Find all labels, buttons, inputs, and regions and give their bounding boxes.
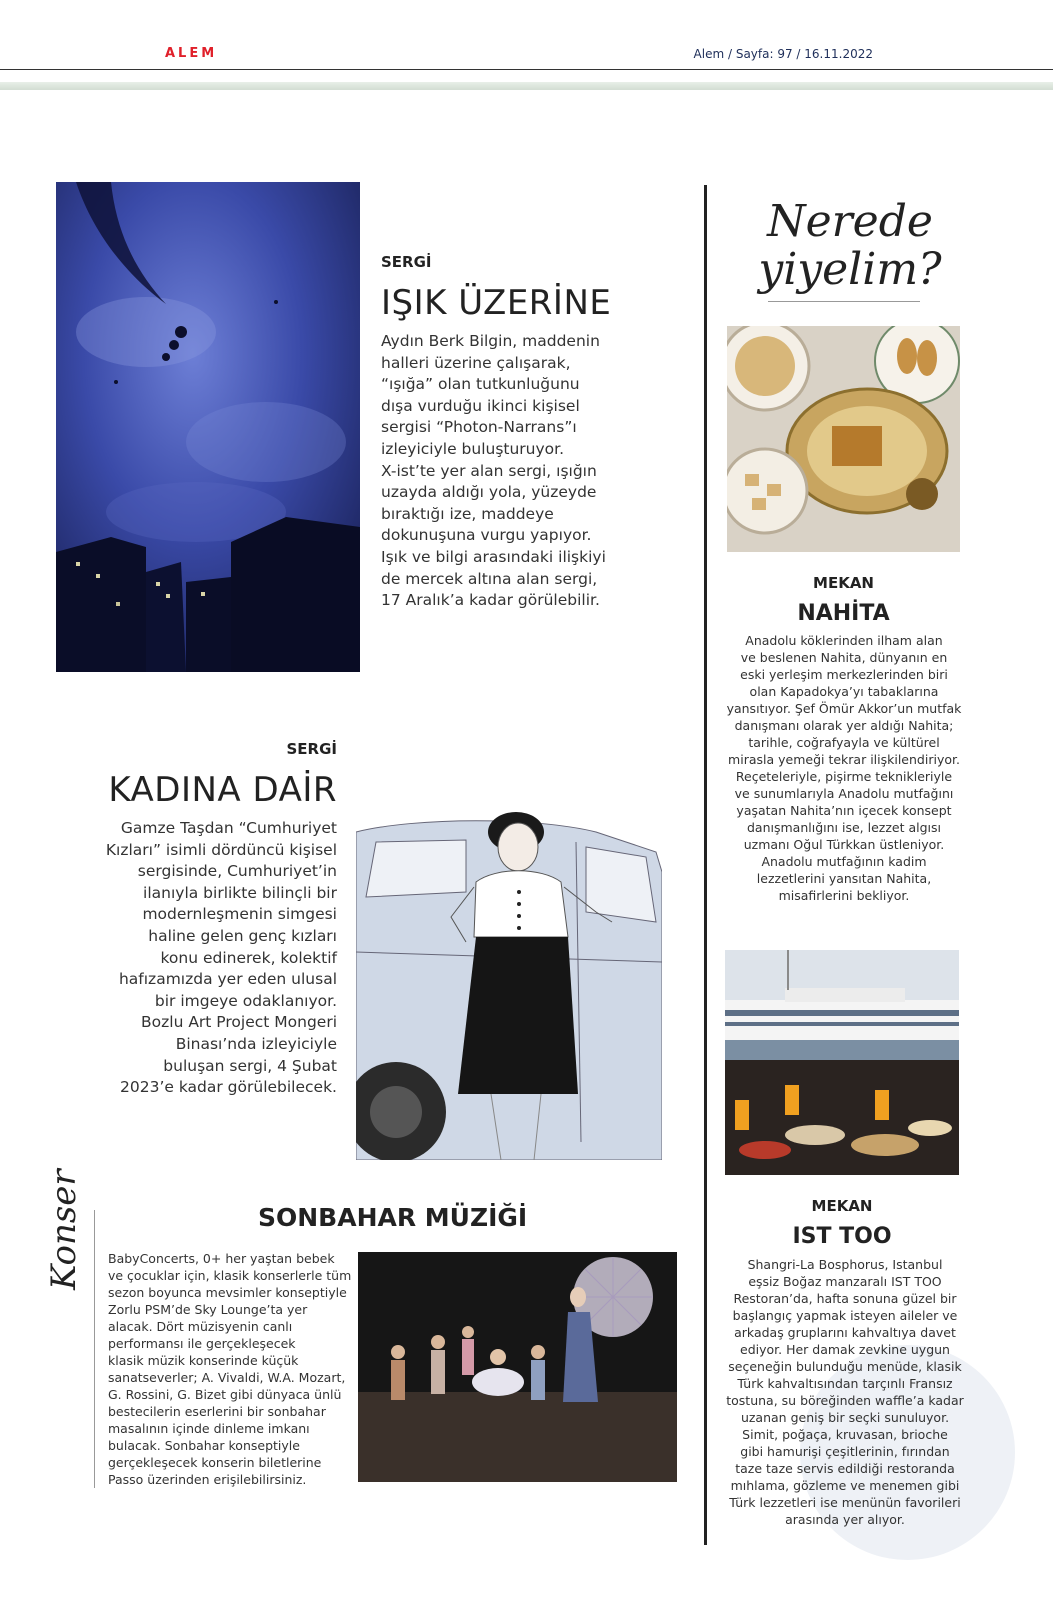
- isttoo-line: arasında yer alıyor.: [785, 1512, 905, 1527]
- isttoo-line: taze taze servis edildiği restoranda: [735, 1461, 955, 1476]
- isttoo-line: eşsiz Boğaz manzaralı IST TOO: [748, 1274, 942, 1289]
- isttoo-line: seçeneğin bulunduğu menüde, klasik: [728, 1359, 962, 1374]
- nahita-title: NAHİTA: [797, 601, 890, 626]
- kadina-line: konu edinerek, kolektif: [160, 948, 337, 967]
- nahita-line: uzmanı Oğul Türkkan üstleniyor.: [743, 837, 945, 852]
- sidebar-heading: [735, 198, 965, 294]
- kadina-line: Kızları” isimli dördüncü kişisel: [105, 840, 337, 859]
- isttoo-line: Simit, poğaça, kruvasan, brioche: [742, 1427, 948, 1442]
- nahita-line: ve beslenen Nahita, dünyanın en: [740, 650, 948, 665]
- kadina-line: hafızamızda yer eden ulusal: [118, 970, 337, 989]
- konser-line: bestecilerin eserlerini bir sonbahar: [108, 1404, 326, 1419]
- konser-title: SONBAHAR MÜZİĞİ: [258, 1203, 528, 1232]
- isik-line: 17 Aralık’a kadar görülebilir.: [381, 591, 600, 610]
- sidebar-heading-rule: [768, 301, 920, 302]
- nahita-line: Reçeteleriyle, pişirme teknikleriyle: [735, 769, 953, 784]
- kadina-line: sergisinde, Cumhuriyet’in: [137, 862, 337, 881]
- nahita-line: yaşatan Nahita’nın içecek konsept: [736, 803, 952, 818]
- isik-line: Aydın Berk Bilgin, maddenin: [381, 332, 600, 350]
- isik-line: uzayda aldığı yola, yüzeyde: [381, 483, 597, 502]
- nahita-line: danışmanı olarak yer aldığı Nahita;: [734, 718, 954, 733]
- sidebar-heading-line2: yiyelim?: [758, 244, 942, 295]
- konser-line: performansı ile gerçekleşecek: [108, 1336, 296, 1351]
- konser-side-label: Konser: [44, 1169, 84, 1290]
- isttoo-line: tostuna, su böreğinden waffle’a kadar: [726, 1393, 964, 1408]
- isttoo-line: gibi hamurişi çeşitlerinin, fırından: [740, 1444, 950, 1459]
- isik-line: de mercek altına alan sergi,: [381, 569, 598, 588]
- header-rule: [0, 69, 1053, 70]
- nahita-line: yansıtıyor. Şef Ömür Akkor’un mutfak: [726, 701, 962, 716]
- night-sky-photo: [56, 182, 360, 672]
- konser-line: bulacak. Sonbahar konseptiyle: [108, 1438, 300, 1453]
- nahita-line: misafirlerini bekliyor.: [778, 888, 910, 903]
- isik-line: sergisi “Photon-Narrans”ı: [381, 418, 577, 437]
- konser-line: masalının içinde dinleme imkanı: [108, 1421, 310, 1436]
- magazine-brand: ALEM: [165, 46, 218, 61]
- nahita-line: eski yerleşim merkezlerinden biri: [740, 667, 948, 682]
- isttoo-line: mıhlama, gözleme ve menemen gibi: [730, 1478, 960, 1493]
- isik-body: [381, 331, 711, 612]
- isttoo-kicker: MEKAN: [811, 1197, 873, 1215]
- kadina-line: buluşan sergi, 4 Şubat: [163, 1056, 337, 1075]
- isik-title: IŞIK ÜZERİNE: [381, 283, 612, 323]
- isttoo-line: başlangıç yapmak isteyen aileler ve: [732, 1308, 958, 1323]
- woman-car-illustration: [356, 812, 662, 1160]
- nahita-body: [716, 632, 972, 904]
- kadina-kicker: SERGİ: [286, 740, 337, 758]
- kadina-line: bir imgeye odaklanıyor.: [154, 991, 337, 1010]
- konser-rule: [94, 1210, 95, 1488]
- isttoo-line: Shangri-La Bosphorus, Istanbul: [747, 1257, 943, 1272]
- column-divider: [704, 185, 707, 1545]
- kadina-title: KADINA DAİR: [108, 770, 337, 810]
- konser-line: G. Rossini, G. Bizet gibi dünyaca ünlü: [108, 1387, 342, 1402]
- konser-line: sezon boyunca mevsimler konseptiyle: [108, 1285, 347, 1300]
- isik-line: X-ist’te yer alan sergi, ışığın: [381, 461, 597, 480]
- isik-line: “ışığa” olan tutkunluğunu: [381, 375, 580, 394]
- nahita-food-photo: [727, 326, 960, 552]
- isik-line: Işık ve bilgi arasındaki ilişkiyi: [381, 547, 606, 566]
- kadina-line: Gamze Taşdan “Cumhuriyet: [120, 819, 337, 837]
- isik-line: dokunuşuna vurgu yapıyor.: [381, 526, 592, 545]
- konser-body: [108, 1250, 358, 1488]
- sidebar-heading-line1: Nerede: [767, 196, 933, 247]
- concert-photo: [358, 1252, 677, 1482]
- konser-line: alacak. Dört müzisyenin canlı: [108, 1319, 293, 1334]
- isttoo-title: IST TOO: [792, 1224, 892, 1249]
- kadina-line: 2023’e kadar görülebilecek.: [120, 1078, 337, 1097]
- isttoo-line: uzanan geniş bir seçki sunuluyor.: [740, 1410, 950, 1425]
- header-band: [0, 82, 1053, 90]
- isttoo-line: arkadaş gruplarını kahvaltıya davet: [734, 1325, 956, 1340]
- isik-line: halleri üzerine çalışarak,: [381, 353, 571, 372]
- isttoo-line: Türk lezzetleri ise menünün favorileri: [729, 1495, 961, 1510]
- nahita-line: ve sunumlarıyla Anadolu mutfağını: [734, 786, 954, 801]
- kadina-body: [56, 818, 337, 1099]
- kadina-line: ilanıyla birlikte bilinçli bir: [143, 883, 337, 902]
- nahita-kicker: MEKAN: [813, 574, 874, 592]
- konser-line: sanatseverler; A. Vivaldi, W.A. Mozart,: [108, 1370, 346, 1385]
- isik-line: izleyiciyle buluşturuyor.: [381, 439, 565, 458]
- konser-line: BabyConcerts, 0+ her yaştan bebek: [108, 1251, 335, 1266]
- kadina-line: Bozlu Art Project Mongeri: [141, 1013, 337, 1032]
- isttoo-body: [713, 1256, 977, 1528]
- page-meta: Alem / Sayfa: 97 / 16.11.2022: [693, 47, 873, 61]
- kadina-line: modernleşmenin simgesi: [142, 905, 337, 924]
- kadina-line: Binası’nda izleyiciyle: [175, 1034, 337, 1053]
- konser-line: ve çocuklar için, klasik konserlerle tüm: [108, 1268, 352, 1283]
- kadina-line: haline gelen genç kızları: [148, 926, 337, 945]
- isik-kicker: SERGİ: [381, 253, 432, 271]
- konser-line: klasik müzik konserinde küçük: [108, 1353, 299, 1368]
- isttoo-line: Restoran’da, hafta sonuna güzel bir: [733, 1291, 957, 1306]
- nahita-line: Anadolu köklerinden ilham alan: [745, 633, 943, 648]
- isttoo-line: ediyor. Her damak zevkine uygun: [740, 1342, 950, 1357]
- nahita-line: lezzetlerini yansıtan Nahita,: [756, 871, 932, 886]
- isik-line: dışa vurduğu ikinci kişisel: [381, 396, 580, 415]
- nahita-line: Anadolu mutfağının kadim: [761, 854, 927, 869]
- konser-line: gerçekleşecek konserin biletlerine: [108, 1455, 322, 1470]
- konser-line: Zorlu PSM’de Sky Lounge’ta yer: [108, 1302, 308, 1317]
- nahita-line: olan Kapadokya’yı tabaklarına: [749, 684, 939, 699]
- isik-line: bıraktığı ize, maddeye: [381, 504, 554, 523]
- nahita-line: danışmanlığını ise, lezzet algısı: [747, 820, 941, 835]
- konser-line: Passo üzerinden erişilebilirsiniz.: [108, 1472, 307, 1487]
- isttoo-line: Türk kahvaltısından tarçınlı Fransız: [737, 1376, 953, 1391]
- nahita-line: mirasla yemeği tekrar ilişkilendiriyor.: [728, 752, 960, 767]
- bosphorus-breakfast-photo: [725, 950, 959, 1175]
- nahita-line: tarihle, coğrafyayla ve kültürel: [748, 735, 940, 750]
